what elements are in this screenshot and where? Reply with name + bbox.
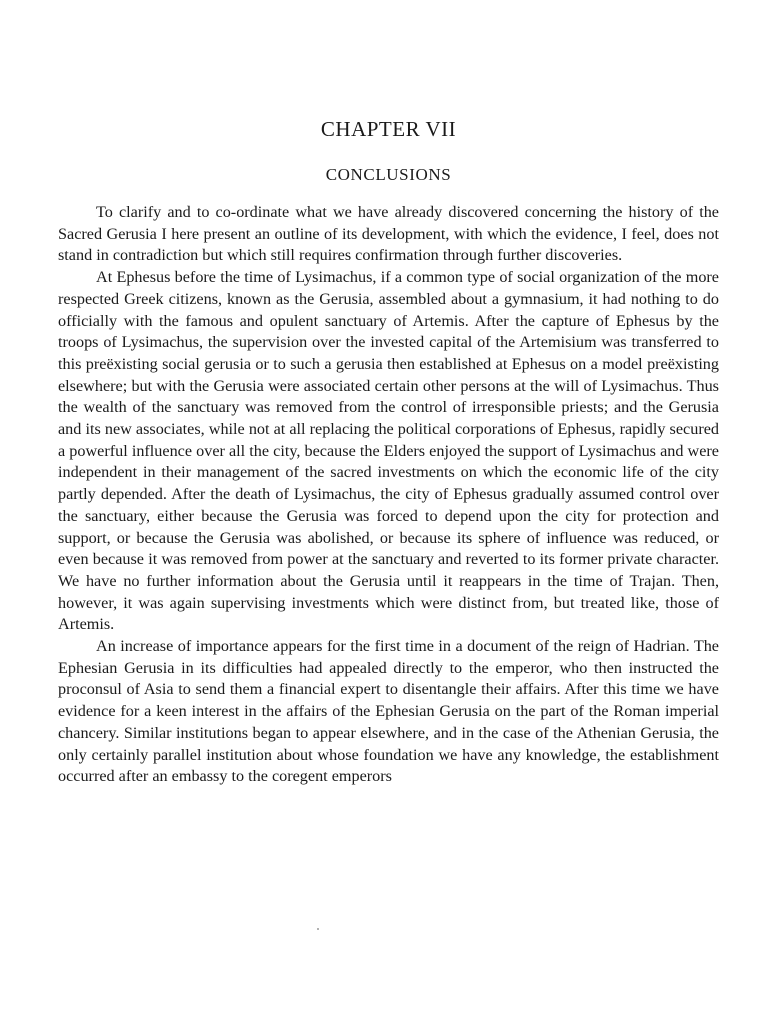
paragraph-3: An increase of importance appears for the first time in a document of the reign of Hadrian. The Ephesian Gerusia in its difficulties had appealed directly to the emperor, who then instructed the proconsul of Asia to send them a financial expert to disentangle their affairs. After this time we have evidence for a keen interest in the affairs of the Ephesian Gerusia on the part of the Roman imperial chancery. Similar institutions began to appear elsewhere, and in the case of the Athenian Gerusia, the only certainly parallel institution about whose foundation we have any knowledge, the establishment occurred after an embassy to the coregent emperors	[58, 637, 719, 786]
chapter-body	[58, 202, 719, 788]
chapter-number: CHAPTER VII	[320, 117, 457, 141]
paragraph-1: To clarify and to co-ordinate what we have already discovered concerning the history of the Sacred Gerusia I here present an outline of its development, with which the evidence, I feel, does not stand in contradiction but which still requires confirmation through further discoveries.	[58, 203, 719, 265]
paragraph-2: At Ephesus before the time of Lysimachus, if a common type of social organization of the more respected Greek citizens, known as the Gerusia, assembled about a gymnasium, it had nothing to do officially with the famous and opulent sanctuary of Artemis. After the capture of Ephesus by the troops of Lysimachus, the supervision over the invested capital of the Artemisium was transferred to this preëxisting social gerusia or to such a gerusia then established at Ephesus on a model preëxisting elsewhere; but with the Gerusia were associated certain other persons at the will of Lysimachus. Thus the wealth of the sanctuary was removed from the control of irresponsible priests; and the Gerusia and its new associates, while not at all replacing the political corporations of Ephesus, rapidly secured a powerful influence over all the city, because the Elders enjoyed the support of Lysimachus and were independent in their management of the sacred investments on which the economic life of the city partly depended. After the death of Lysimachus, the city of Ephesus gradually assumed control over the sanctuary, either because the Gerusia was forced to depend upon the city for protection and support, or because the Gerusia was abolished, or because its sphere of influence was reduced, or even because it was removed from power at the sanctuary and reverted to its former private character. We have no further information about the Gerusia until it reappears in the time of Trajan. Then, however, it was again supervising investments which were distinct from, but treated like, those of Artemis.	[58, 268, 719, 634]
chapter-title: CONCLUSIONS	[325, 165, 452, 184]
print-speck	[317, 928, 319, 930]
